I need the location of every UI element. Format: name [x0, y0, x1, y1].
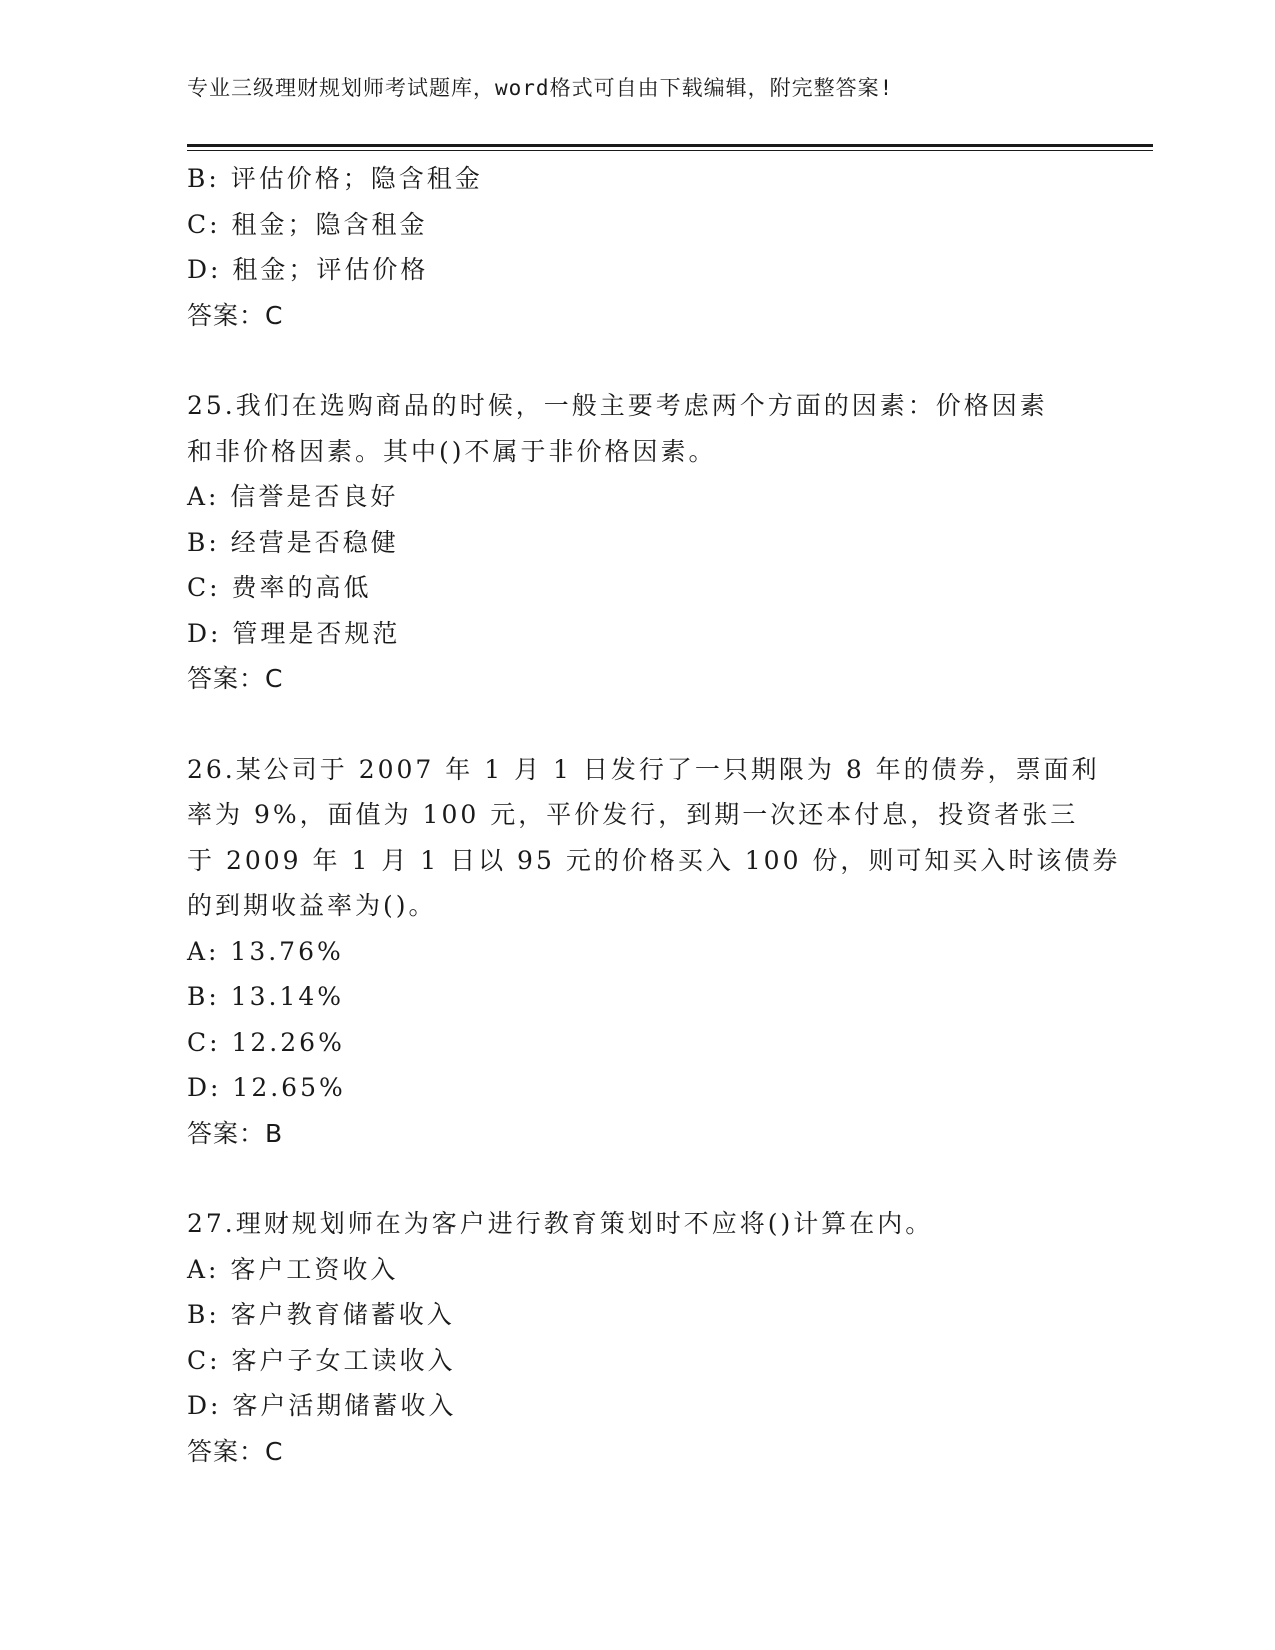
- question-stem-line: 的到期收益率为()。: [187, 891, 437, 920]
- option-c: C: 费率的高低: [187, 573, 372, 602]
- option-d: D: 客户活期储蓄收入: [187, 1391, 457, 1420]
- option-c: C: 12.26%: [187, 1027, 345, 1057]
- option-a: A: 信誉是否良好: [187, 482, 399, 511]
- question-gap: [187, 702, 1087, 747]
- option-d: D: 管理是否规范: [187, 618, 401, 648]
- question-24-tail: [187, 156, 1087, 338]
- option-d: D: 12.65%: [187, 1073, 346, 1102]
- answer-line: 答案：C: [187, 664, 284, 693]
- question-stem-line: 于 2009 年 1 月 1 日以 95 元的价格买入 100 份，则可知买入时该债券: [187, 845, 1121, 875]
- question-27: [187, 1201, 1087, 1474]
- option-b: B: 13.14%: [187, 982, 345, 1011]
- question-26: [187, 747, 1121, 1157]
- option-d: D: 租金；评估价格: [187, 255, 429, 284]
- option-c: C: 租金；隐含租金: [187, 209, 428, 239]
- question-25: [187, 383, 1087, 702]
- header-rule-thick: [187, 144, 1153, 147]
- question-stem-line: 和非价格因素。其中()不属于非价格因素。: [187, 436, 717, 466]
- option-a: A: 客户工资收入: [187, 1254, 399, 1284]
- question-list: [187, 156, 1121, 1474]
- header-rule-thin: [187, 150, 1153, 151]
- option-c: C: 客户子女工读收入: [187, 1345, 456, 1375]
- option-b: B: 经营是否稳健: [187, 527, 399, 557]
- question-gap: [187, 338, 1087, 383]
- option-b: B: 客户教育储蓄收入: [187, 1300, 455, 1329]
- option-a: A: 13.76%: [187, 936, 344, 966]
- question-stem-line: 26.某公司于 2007 年 1 月 1 日发行了一只期限为 8 年的债券，票面利: [187, 754, 1100, 784]
- question-stem-line: 25.我们在选购商品的时候，一般主要考虑两个方面的因素：价格因素: [187, 391, 1048, 420]
- option-b: B: 评估价格；隐含租金: [187, 164, 483, 193]
- answer-line: 答案：B: [187, 1118, 284, 1148]
- page-header: 专业三级理财规划师考试题库，word格式可自由下载编辑，附完整答案!: [187, 76, 894, 100]
- question-stem-line: 27.理财规划师在为客户进行教育策划时不应将()计算在内。: [187, 1209, 934, 1238]
- answer-line: 答案：C: [187, 300, 284, 330]
- question-stem-line: 率为 9%，面值为 100 元，平价发行，到期一次还本付息，投资者张三: [187, 800, 1079, 829]
- question-gap: [187, 1156, 1087, 1201]
- answer-line: 答案：C: [187, 1436, 284, 1466]
